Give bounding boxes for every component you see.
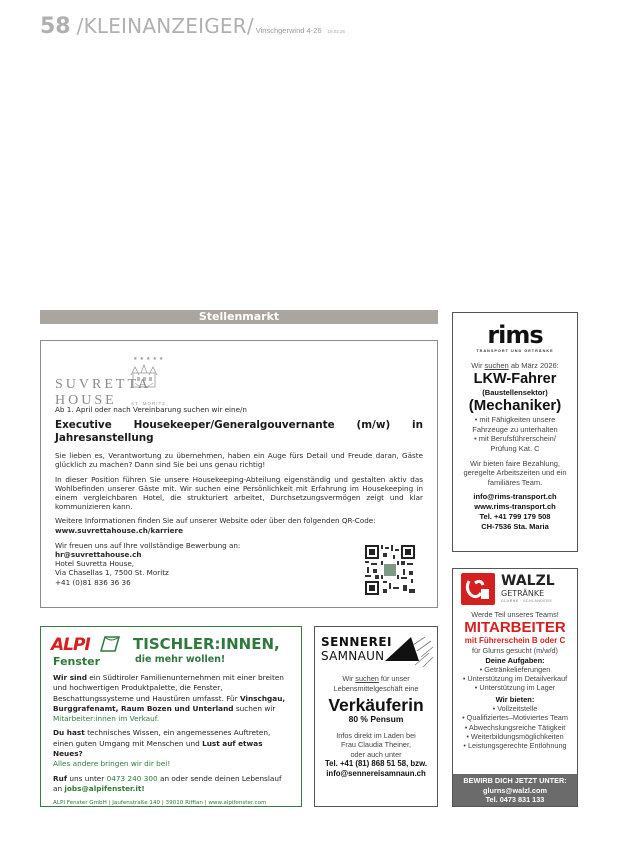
logo-line-1: SENNEREI [321, 635, 393, 649]
address-line-2: Via Chasellas 1, 7500 St. Moritz [55, 568, 169, 578]
issue-date: 19.02.26 [327, 29, 346, 34]
walzl-logo [461, 573, 571, 607]
regions: Vinschgau, Burggrafenamt, Raum Bozen und Unterland [53, 693, 286, 713]
logo-line-2: SAMNAUN [321, 649, 385, 663]
text: Wir [342, 674, 356, 683]
ad-alpi-fenster [40, 626, 302, 807]
email-link[interactable]: info@rims-transport.ch [473, 492, 557, 502]
text: ein Südtiroler Familienunternehmen mit einer breiten und hochwertigen Produktpalette, die Fenster, Beschattungssysteme und Haustüren umfasst. Für [53, 673, 284, 703]
info-text: Weitere Informationen finden Sie auf unserer Website oder über den folgenden QR-Code: [55, 516, 376, 526]
task-item: • Getränkelieferungen [479, 664, 551, 674]
alpi-footer: ALPI Fenster GmbH | Jaufenstraße 140 | 39010 Riffian | www.alpifenster.com [53, 800, 267, 807]
job-title-1-sub: (Baustellensektor) [482, 387, 548, 397]
intro: Werde Teil unseres Teams! [471, 610, 559, 619]
headline: TISCHLER:INNEN, [133, 635, 280, 653]
paragraph-3 [53, 774, 291, 795]
logo-sub: GETRÄNKE [501, 589, 545, 598]
bold-text: Wir sind [53, 673, 87, 682]
page-header [40, 14, 345, 42]
phone: Tel. +41 799 179 508 [479, 512, 551, 522]
job-title-2: (Mechaniker) [468, 397, 562, 415]
intro-2: Lebensmittelgeschäft eine [333, 683, 419, 693]
bold-text: Du hast [53, 728, 85, 738]
suvretta-logo [55, 353, 215, 408]
info-1: Infos direkt im Laden bei [336, 730, 416, 740]
paragraph-2: In dieser Position führen Sie unsere Housekeeping-Abteilung eigenständig und gestalten aktiv das Wohlbefinden unserer Gäste mit. Wir suchen eine Persönlichkeit mit Erfahrung im Housekeeping in einem vergleichbaren Hotel, die strukturiert arbeitet, Durchsetzungsvermögen zeigt und klar kommunizieren kann. [55, 474, 423, 512]
paragraph-1 [53, 673, 291, 724]
email-link[interactable]: info@sennereisamnaun.ch [326, 768, 426, 778]
logo-place: ST. MORITZ [131, 401, 166, 406]
task-item: • Unterstützung im Detailverkauf [462, 674, 568, 684]
info-3: oder auch unter [350, 749, 402, 759]
address: CH-7536 Sta. Maria [481, 522, 549, 532]
logo-stars: ★★★★★ [133, 356, 166, 362]
alpi-headline [133, 635, 280, 665]
text-underlined: suchen [355, 674, 379, 683]
paragraph-2 [53, 728, 291, 769]
requirement: • mit Berufsführerschein/ [474, 434, 556, 444]
address-line-1: Hotel Suvretta House, [55, 559, 135, 569]
rims-contact [455, 492, 575, 532]
tasks-heading: Deine Aufgaben: [485, 655, 545, 665]
offer-item: • Weiterbildungsmöglichkeiten [466, 731, 564, 741]
walzl-body [455, 610, 575, 751]
green-text: Alles andere bringen wir dir bei! [53, 759, 171, 769]
text: uns unter [67, 773, 107, 783]
job-title-1: LKW-Fahrer [473, 370, 557, 387]
text: Wir [471, 361, 485, 370]
alpi-body [53, 673, 291, 813]
ad-rims [452, 312, 578, 552]
section-title: /KLEINANZEIGER/ [76, 14, 254, 38]
email-link[interactable]: jobs@alpifenster.it! [64, 783, 145, 793]
rims-body [455, 361, 575, 532]
phone: Tel. 0473 831 133 [485, 795, 545, 804]
offer-item: • Abwechslungsreiche Tätigkeit [464, 722, 566, 732]
website-link[interactable]: www.rims-transport.ch [474, 502, 556, 512]
logo-fenster: Fenster [53, 655, 101, 668]
info-2: Frau Claudia Theiner, [340, 740, 412, 749]
phone: +41 (0)81 836 36 36 [55, 577, 131, 587]
ad-sennerei-samnaun [314, 626, 438, 807]
intro [455, 361, 575, 371]
intro: Ab 1. April oder nach Vereinbarung suchen wir eine/n [55, 405, 247, 414]
paragraph-1: Sie lieben es, Verantwortung zu übernehmen, haben ein Auge fürs Detail und Freude daran, Gäste glücklich zu machen? Dann sind Sie bei uns genau richtig! [55, 451, 423, 470]
offer: familiäres Team. [487, 477, 543, 487]
mountain-icon [385, 635, 435, 669]
cta-text: BEWIRB DICH JETZT UNTER: [463, 776, 567, 785]
requirement: Fahrzeuge zu unterhalten [472, 424, 558, 434]
ad-suvretta-house [40, 340, 438, 608]
logo-name: WALZL [501, 573, 555, 589]
logo-locations: GLURNS · SCHLANDERS [501, 599, 553, 603]
text: für unser [378, 674, 410, 683]
bold-text: Lust auf etwas Neues? [53, 738, 263, 759]
rims-tagline: TRANSPORT UND GETRÄNKE [476, 349, 554, 353]
subheadline: die mehr wollen! [135, 654, 226, 665]
offer-item: • Qualifiziertes–Motiviertes Team [462, 713, 568, 723]
alpi-logo [51, 635, 123, 673]
section-bar-stellenmarkt: Stellenmarkt [40, 310, 438, 324]
job-title: Executive Housekeeper/Generalgouvernante (m/w) in Jahresanstellung [55, 419, 423, 445]
job-title: MITARBEITER [464, 619, 566, 637]
apply-text: Wir freuen uns auf Ihre vollständige Bewerbung an: [55, 540, 241, 550]
text: suchen wir [233, 703, 276, 713]
intro [317, 674, 435, 684]
logo-alpi: ALPI [51, 635, 90, 655]
location: für Glurns gesucht (m/w/d) [472, 646, 558, 656]
offer: Wir bieten faire Bezahlung, [469, 458, 561, 468]
page-number: 58 [40, 14, 71, 39]
website-link[interactable]: www.suvrettahouse.ch/karriere [55, 525, 183, 535]
email-link[interactable]: glurns@walzl.com [483, 785, 547, 795]
task-item: • Unterstützung im Lager [474, 683, 556, 693]
offer-item: • Vollzeitstelle [492, 704, 538, 714]
text-underlined: suchen [484, 361, 509, 370]
phone-link[interactable]: 0473 240 300 [106, 773, 158, 783]
requirement: • mit Fähigkeiten unsere [474, 415, 556, 425]
requirement: Prüfung Kat. C [490, 443, 540, 453]
sennerei-logo [319, 635, 435, 669]
text: an oder sende deinen Lebenslauf an [53, 773, 282, 793]
text: technisches Wissen, ein angemessenes Auftreten, einen guten Umgang mit Menschen und [53, 728, 271, 748]
walzl-cta-box [453, 774, 577, 806]
email-link[interactable]: hr@suvrettahouse.ch [55, 550, 142, 560]
window-icon [99, 635, 121, 653]
magazine-issue: Vinschgerwind 4-26 [255, 26, 322, 35]
position: Mitarbeiter:innen im Verkauf. [53, 714, 160, 724]
qr-code-icon[interactable] [365, 545, 415, 595]
sennerei-body [317, 674, 435, 778]
offers-heading: Wir bieten: [495, 694, 535, 704]
job-subtitle: 80 % Pensum [348, 714, 404, 724]
rims-logo: rims [487, 321, 543, 349]
job-title: Verkäuferin [328, 695, 424, 715]
job-subtitle: mit Führerschein B oder C [464, 636, 566, 646]
phone: Tel. +41 (81) 868 51 58, bzw. [324, 759, 428, 768]
bold-text: Ruf [53, 773, 67, 783]
walzl-brand-icon [461, 573, 495, 605]
ad-walzl [452, 568, 578, 807]
offer-item: • Leistungsgerechte Entlohnung [463, 741, 567, 751]
logo-name: SUVRETTA HOUSE [55, 377, 151, 408]
offer: geregelte Arbeitszeiten und ein [463, 468, 567, 478]
text: ab März 2026: [508, 361, 559, 370]
